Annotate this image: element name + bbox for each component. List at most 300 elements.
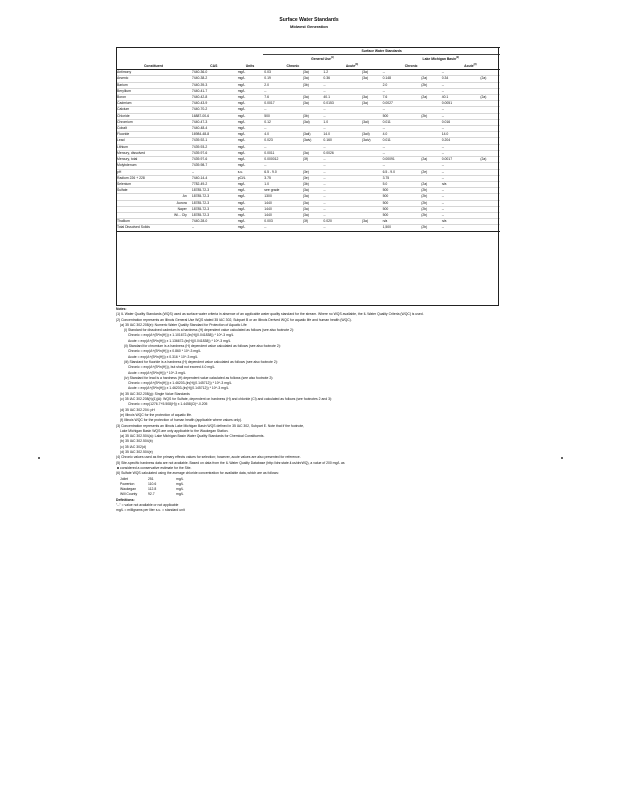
lake-acute-value: -- xyxy=(441,188,480,194)
units-cell: mg/L xyxy=(237,157,264,163)
general-chronic-value: 1300 xyxy=(263,194,302,200)
general-acute-value: -- xyxy=(322,175,361,181)
definitions-heading: Definitions: xyxy=(116,497,135,502)
general-chronic-note: (3a) xyxy=(302,95,323,101)
lake-acute-value: 0.204 xyxy=(441,138,480,144)
header-constituent xyxy=(116,55,263,63)
constituent-cell: Mercury, dissolved xyxy=(116,150,191,156)
cas-cell: 7440-36-0 xyxy=(191,70,237,76)
units-cell: s.u. xyxy=(237,169,264,175)
lake-acute-value: 14.0 xyxy=(441,132,480,138)
general-chronic-value: 0.023 xyxy=(263,138,302,144)
lake-chronic-note: (2a) xyxy=(420,181,441,187)
constituent-cell: Total Dissolved Solids xyxy=(116,225,191,231)
cas-cell: 7440-38-2 xyxy=(191,76,237,82)
general-acute-value: -- xyxy=(322,212,361,218)
lake-acute-value: 0.0051 xyxy=(441,101,480,107)
lake-acute-value: -- xyxy=(441,169,480,175)
general-acute-note xyxy=(361,225,382,231)
general-chronic-value: 1.0 xyxy=(263,181,302,187)
units-cell: mg/L xyxy=(237,107,264,113)
lake-chronic-value: 500 xyxy=(382,194,421,200)
lake-chronic-value: 6.5 - 9.0 xyxy=(382,169,421,175)
lake-chronic-note: (2b) xyxy=(420,82,441,88)
units-cell: mg/L xyxy=(237,76,264,82)
units-cell: mg/L xyxy=(237,126,264,132)
lake-chronic-value: n/a xyxy=(382,219,421,225)
units-cell: mg/L xyxy=(237,70,264,76)
general-chronic-value: 0.003 xyxy=(263,219,302,225)
general-chronic-value: 1440 xyxy=(263,212,302,218)
constituent-cell: Beryllium xyxy=(116,88,191,94)
cas-cell: 18785-72-3 xyxy=(191,194,237,200)
cas-cell: 7439-97-6 xyxy=(191,157,237,163)
general-chronic-value: 0.0017 xyxy=(263,101,302,107)
cas-cell: 7440-41-7 xyxy=(191,88,237,94)
units-cell: mg/L xyxy=(237,225,264,231)
note-line: Chronic = exp(A+(B*ln(H))), but shall not exceed 4.0 mg/L xyxy=(128,365,215,370)
definition-line: "--" = value not available or not applicable xyxy=(116,502,179,507)
note-line: Chronic = exp(A+(B*ln(H))) x 0.860 * 10^-3 mg/L xyxy=(128,349,201,354)
table-row xyxy=(116,225,500,231)
constituent-cell: Thallium xyxy=(116,219,191,225)
note-line: Acute = exp(A+(B*ln(H))) * 10^-3 mg/L xyxy=(128,370,186,375)
units-cell: mg/L xyxy=(237,181,264,187)
cas-cell: 7440-28-0 xyxy=(191,219,237,225)
lake-acute-value: -- xyxy=(441,88,480,94)
lake-acute-value: -- xyxy=(441,82,480,88)
note-line: (i) Standard for dissolved cadmium is a hardness (H) dependent value calculated as follows (see also footnote 2): xyxy=(124,328,294,333)
lake-chronic-value: 500 xyxy=(382,188,421,194)
lake-acute-note xyxy=(479,225,500,231)
general-acute-note: (3a) xyxy=(361,219,382,225)
general-acute-value: -- xyxy=(322,188,361,194)
general-acute-value: -- xyxy=(322,163,361,169)
general-acute-value: -- xyxy=(322,144,361,150)
note-line: Acute = exp(A+(B*ln(H))) x 1.46203-(ln(H)(0.145712)) * 10^-3 mg/L xyxy=(128,386,229,391)
constituent-cell: Selenium xyxy=(116,181,191,187)
note-line: (6) Sulfate WQS calculated using the average chloride concentration for available data, which are as follows: xyxy=(116,471,279,476)
general-chronic-note: (3a) xyxy=(302,200,323,206)
general-acute-value: 1.2 xyxy=(322,70,361,76)
constituent-cell: Naper xyxy=(116,206,191,212)
lake-acute-note: (2a) xyxy=(479,157,500,163)
lake-michigan-footnote: (2) xyxy=(456,56,460,59)
definition-line: mg/L = milligrams per liter s.u. = standard unit xyxy=(116,508,185,513)
cas-cell: -- xyxy=(191,225,237,231)
general-chronic-note: (3a) xyxy=(302,194,323,200)
constituent-cell: Cadmium xyxy=(116,101,191,107)
lake-chronic-value: 5.0 xyxy=(382,181,421,187)
constituent-cell: Aurora xyxy=(116,200,191,206)
document-title: Surface Water Standards xyxy=(279,17,339,23)
note-line: (e) Illinois WQC for the protection of aquatic life. xyxy=(120,412,192,417)
general-acute-note: (3a) xyxy=(361,95,382,101)
units-cell: pCi/L xyxy=(237,175,264,181)
constituent-cell: Boron xyxy=(116,95,191,101)
lake-chronic-note: (2b) xyxy=(420,225,441,231)
county-name: Powerton xyxy=(120,481,135,486)
note-line: (iii) Standard for fluoride is a hardness (H) dependent value calculated as follows (see also footnote 2): xyxy=(124,359,278,364)
cas-cell: 7440-42-8 xyxy=(191,95,237,101)
lake-acute-value: -- xyxy=(441,126,480,132)
note-line: Acute = exp(A+(B*ln(H))) x 1.136672-(ln(H)(0.041838)) * 10^-3 mg/L xyxy=(128,338,231,343)
note-line: (iv) Standard for lead is a hardness (H) dependent value calculated as follows (see also footnote 2): xyxy=(124,375,274,380)
constituent-cell: Antimony xyxy=(116,70,191,76)
county-unit: mg/L xyxy=(176,476,184,481)
county-name: Joliet xyxy=(120,476,128,481)
general-chronic-note: (3a) xyxy=(302,206,323,212)
lake-chronic-note: (2b) xyxy=(420,200,441,206)
general-chronic-value: 7.6 xyxy=(263,95,302,101)
county-chloride-list xyxy=(116,477,506,498)
county-value: 92.7 xyxy=(148,492,155,497)
lake-chronic-value: -- xyxy=(382,70,421,76)
general-chronic-value: 0.03 xyxy=(263,70,302,76)
units-cell: mg/L xyxy=(237,150,264,156)
page-mark-left xyxy=(38,457,40,459)
general-chronic-note: (3b) xyxy=(302,113,323,119)
constituent-cell: Wi... Cty xyxy=(116,212,191,218)
general-acute-value: 0.160 xyxy=(322,138,361,144)
general-acute-value: -- xyxy=(322,206,361,212)
general-chronic-value: 0.19 xyxy=(263,76,302,82)
header-lake-acute xyxy=(441,62,500,70)
general-chronic-value: -- xyxy=(263,144,302,150)
header-surface-water-standards: Surface Water Standards xyxy=(263,48,500,55)
page-mark-right xyxy=(561,457,563,459)
county-value: 110.6 xyxy=(148,481,157,486)
units-cell: mg/L xyxy=(237,82,264,88)
general-acute-note: (3aii) xyxy=(361,132,382,138)
general-chronic-note: (3e) xyxy=(302,175,323,181)
note-line: (c) 35 IAC 302(d) xyxy=(120,444,147,449)
lake-acute-note: (2a) xyxy=(479,76,500,82)
note-line: (d) 35 IAC 302.504(e) xyxy=(120,450,153,455)
general-chronic-value: -- xyxy=(263,88,302,94)
cas-cell: 7439-98-7 xyxy=(191,163,237,169)
lake-acute-footnote: (3) xyxy=(473,63,477,67)
units-cell: mg/L xyxy=(237,194,264,200)
header-spacer xyxy=(116,48,263,55)
cas-cell: 7440-39-3 xyxy=(191,82,237,88)
general-chronic-value: 3.75 xyxy=(263,175,302,181)
lake-chronic-note: (2e) xyxy=(420,169,441,175)
constituent-cell: Radium 226 + 228 xyxy=(116,175,191,181)
note-line: Acute = exp(A+(B*ln(H))) x 0.316 * 10^-3 mg/L xyxy=(128,354,198,359)
constituent-cell: Calcium xyxy=(116,107,191,113)
general-chronic-value: 0.000012 xyxy=(263,157,302,163)
general-chronic-note: (3a) xyxy=(302,70,323,76)
cas-cell: 7440-47-3 xyxy=(191,119,237,125)
constituent-cell: Sulfate xyxy=(116,188,191,194)
note-line: (5) Site-specific hardness data are not available. Based on data from the IL Water Quality Database (http://dnr.state.il.us/dnrWQ), a value of 200 mg/L as xyxy=(116,460,345,465)
lake-chronic-value: -- xyxy=(382,144,421,150)
lake-chronic-note: (2a) xyxy=(420,76,441,82)
lake-chronic-note: (2a) xyxy=(420,157,441,163)
constituent-cell: An xyxy=(116,194,191,200)
note-line: Lake Michigan Basin WQS are only applicable to the Waukegan Station. xyxy=(120,428,229,433)
note-line: (3) Concentration represents an Illinois Lake Michigan Basin WQS defined in 35 IAC 302, Subpart E. Note that if the footnote, xyxy=(116,423,305,428)
units-cell: mg/L xyxy=(237,206,264,212)
general-chronic-value: 2.0 xyxy=(263,82,302,88)
general-acute-value: 1.0 xyxy=(322,119,361,125)
general-chronic-note: (3ai) xyxy=(302,119,323,125)
general-acute-value: -- xyxy=(322,169,361,175)
lake-acute-value: -- xyxy=(441,163,480,169)
general-chronic-value: -- xyxy=(263,163,302,169)
general-chronic-note: (3a) xyxy=(302,212,323,218)
header-cas: CAS xyxy=(191,62,237,70)
standards-table xyxy=(116,47,500,232)
general-chronic-value: -- xyxy=(263,107,302,113)
lake-chronic-value: -- xyxy=(382,107,421,113)
units-cell: mg/L xyxy=(237,188,264,194)
general-chronic-note: (3a) xyxy=(302,188,323,194)
lake-chronic-note: (2b) xyxy=(420,113,441,119)
notes-section xyxy=(116,307,506,514)
table-row xyxy=(116,212,500,218)
lake-acute-value: 0.0017 xyxy=(441,157,480,163)
lake-acute-value: -- xyxy=(441,200,480,206)
cas-cell: 7782-49-2 xyxy=(191,181,237,187)
lake-chronic-value: 0.0027 xyxy=(382,101,421,107)
constituent-cell: Chloride xyxy=(116,113,191,119)
cas-cell: 7440-48-4 xyxy=(191,126,237,132)
general-use-label: General Use xyxy=(311,57,331,62)
constituent-cell: Arsenic xyxy=(116,76,191,82)
cas-cell: -- xyxy=(191,169,237,175)
lake-chronic-value: -- xyxy=(382,163,421,169)
general-acute-value: -- xyxy=(322,107,361,113)
general-chronic-note: (3f) xyxy=(302,219,323,225)
lake-chronic-note: (2b) xyxy=(420,212,441,218)
header-general-acute xyxy=(322,62,381,70)
header-units: Units xyxy=(237,62,264,70)
general-chronic-value: 500 xyxy=(263,113,302,119)
general-acute-value: 0.36 xyxy=(322,76,361,82)
note-line: (a) 35 IAC 302.504(a): Lake Michigan Basin Water Quality Standards for Chemical Constituents. xyxy=(120,434,265,439)
general-acute-label: Acute xyxy=(345,64,356,69)
lake-chronic-value: 500 xyxy=(382,113,421,119)
lake-acute-value: 40.1 xyxy=(441,95,480,101)
general-acute-value: 40.1 xyxy=(322,95,361,101)
lake-acute-label: Acute xyxy=(464,64,474,69)
header-lake-chronic: Chronic xyxy=(382,62,441,70)
units-cell: mg/L xyxy=(237,212,264,218)
units-cell: mg/L xyxy=(237,200,264,206)
cas-cell: 7439-92-1 xyxy=(191,138,237,144)
lake-chronic-value: 0.148 xyxy=(382,76,421,82)
general-chronic-note: (3a) xyxy=(302,150,323,156)
constituent-cell: pH xyxy=(116,169,191,175)
lake-chronic-value: 4.0 xyxy=(382,132,421,138)
table-body xyxy=(116,70,500,231)
general-chronic-note: (3a) xyxy=(302,76,323,82)
general-acute-value: 0.0153 xyxy=(322,101,361,107)
units-cell: mg/L xyxy=(237,113,264,119)
cas-cell: 18785-72-3 xyxy=(191,200,237,206)
general-chronic-note: (3b) xyxy=(302,181,323,187)
cas-cell: 7440-43-9 xyxy=(191,101,237,107)
cas-cell: 18785-72-3 xyxy=(191,212,237,218)
cas-cell: 7440-14-4 xyxy=(191,175,237,181)
general-acute-value: -- xyxy=(322,181,361,187)
constituent-cell: Fluoride xyxy=(116,132,191,138)
cas-cell: 16984-48-8 xyxy=(191,132,237,138)
note-line: (4) Chronic values used as the primary effects values for selection; however, acute values are also presented for reference. xyxy=(116,455,301,460)
general-acute-value: -- xyxy=(322,88,361,94)
general-acute-note: (3a) xyxy=(361,101,382,107)
general-use-footnote: (1) xyxy=(330,56,334,59)
note-line: Chronic = exp(1276.7+5.508(H)) x 1.4458(Cl)^-0.205 xyxy=(128,402,208,407)
general-acute-value: 14.0 xyxy=(322,132,361,138)
general-chronic-value: -- xyxy=(263,225,302,231)
lake-chronic-value: -- xyxy=(382,150,421,156)
units-cell: mg/L xyxy=(237,219,264,225)
lake-chronic-note: (2b) xyxy=(420,206,441,212)
general-acute-note: (3a) xyxy=(361,76,382,82)
note-line: (f) Illinois WQC for the protection of human health (applicable where values only). xyxy=(120,418,242,423)
units-cell: mg/L xyxy=(237,132,264,138)
general-acute-value: -- xyxy=(322,126,361,132)
lake-acute-value: 0.34 xyxy=(441,76,480,82)
lake-acute-value: -- xyxy=(441,113,480,119)
note-line: (b) 35 IAC 302.208(g): Single Value Standards xyxy=(120,391,190,396)
lake-acute-value: -- xyxy=(441,206,480,212)
header-general-use xyxy=(263,55,381,63)
lake-acute-value: -- xyxy=(441,70,480,76)
page-mark-bottom xyxy=(117,467,119,469)
general-chronic-value: 4.0 xyxy=(263,132,302,138)
units-cell: mg/L xyxy=(237,163,264,169)
general-acute-value: 0.0026 xyxy=(322,150,361,156)
cas-cell: 7440-70-2 xyxy=(191,107,237,113)
constituent-cell: Lithium xyxy=(116,144,191,150)
lake-acute-note: (2a) xyxy=(479,95,500,101)
header-general-chronic: Chronic xyxy=(263,62,322,70)
lake-chronic-note: (2a) xyxy=(420,95,441,101)
general-acute-value: 0.020 xyxy=(322,219,361,225)
general-chronic-value: 0.0011 xyxy=(263,150,302,156)
lake-chronic-value: 500 xyxy=(382,200,421,206)
general-acute-note: (3aiv) xyxy=(361,138,382,144)
general-chronic-note xyxy=(302,225,323,231)
general-acute-value: -- xyxy=(322,113,361,119)
lake-chronic-value: 7.6 xyxy=(382,95,421,101)
constituent-cell: Cobalt xyxy=(116,126,191,132)
lake-chronic-value: 500 xyxy=(382,212,421,218)
units-cell: mg/L xyxy=(237,144,264,150)
constituent-cell: Chromium xyxy=(116,119,191,125)
cas-cell: 18785-72-3 xyxy=(191,206,237,212)
cas-cell: 7439-93-2 xyxy=(191,144,237,150)
note-line: (1) IL Water Quality Standards (WQS) used as surface water criteria in absence of an applicable water quality standard for the stream. Where no WQS available, the IL Water Quality Criteria (WQC) is used. xyxy=(116,312,424,317)
general-chronic-value: see grade xyxy=(263,188,302,194)
general-chronic-value: -- xyxy=(263,126,302,132)
county-unit: mg/L xyxy=(176,487,184,492)
general-acute-value: -- xyxy=(322,200,361,206)
document-subtitle: Midwest Generation xyxy=(289,24,328,29)
lake-acute-value: 0.016 xyxy=(441,119,480,125)
lake-acute-value: -- xyxy=(441,144,480,150)
county-name: Will County xyxy=(120,492,138,497)
header-constituent-label: Constituent xyxy=(116,62,191,70)
general-acute-value: -- xyxy=(322,157,361,163)
lake-acute-value: -- xyxy=(441,225,480,231)
lake-acute-value: -- xyxy=(441,107,480,113)
general-chronic-note: (3f) xyxy=(302,157,323,163)
county-value: 251 xyxy=(148,476,154,481)
notes-lines xyxy=(116,312,506,476)
general-chronic-note: (3aii) xyxy=(302,132,323,138)
general-acute-value: -- xyxy=(322,225,361,231)
lake-acute-value: -- xyxy=(441,212,480,218)
lake-chronic-value: -- xyxy=(382,126,421,132)
lake-chronic-value: 2.0 xyxy=(382,82,421,88)
general-chronic-value: 0.12 xyxy=(263,119,302,125)
lake-acute-value: -- xyxy=(441,194,480,200)
general-chronic-note: (3aiv) xyxy=(302,138,323,144)
note-line: (b) 35 IAC 302.504(b) xyxy=(120,439,153,444)
general-chronic-value: 1440 xyxy=(263,200,302,206)
units-cell: mg/L xyxy=(237,95,264,101)
general-chronic-note: (3e) xyxy=(302,169,323,175)
general-acute-note: (3ai) xyxy=(361,119,382,125)
lake-acute-value: -- xyxy=(441,175,480,181)
general-chronic-value: 6.5 - 9.0 xyxy=(263,169,302,175)
notes-heading: Notes: xyxy=(116,307,127,311)
lake-acute-value: n/a xyxy=(441,181,480,187)
constituent-cell: Lead xyxy=(116,138,191,144)
note-line: (ii) Standard for chromium is a hardness (H) dependent value calculated as follows (see also footnote 2): xyxy=(124,344,281,349)
general-chronic-value: 1440 xyxy=(263,206,302,212)
lake-chronic-value: 1,500 xyxy=(382,225,421,231)
units-cell: mg/L xyxy=(237,101,264,107)
constituent-cell: Molybdenum xyxy=(116,163,191,169)
constituent-cell: Barium xyxy=(116,82,191,88)
units-cell: mg/L xyxy=(237,88,264,94)
cas-cell: 16887-00-6 xyxy=(191,113,237,119)
general-acute-footnote: (3) xyxy=(355,63,359,67)
lake-michigan-label: Lake Michigan Basin xyxy=(422,57,457,62)
general-acute-value: -- xyxy=(322,194,361,200)
general-chronic-note: (3b) xyxy=(302,82,323,88)
note-line: considered a conservative estimate for the Site. xyxy=(120,465,192,470)
lake-chronic-note: (2b) xyxy=(420,188,441,194)
county-value: 112.8 xyxy=(148,487,157,492)
constituent-cell: Mercury, total xyxy=(116,157,191,163)
lake-acute-value: n/a xyxy=(441,219,480,225)
cas-cell: 7439-97-6 xyxy=(191,150,237,156)
general-chronic-note: (3a) xyxy=(302,101,323,107)
units-cell: mg/L xyxy=(237,138,264,144)
lake-acute-value: -- xyxy=(441,150,480,156)
lake-chronic-value: 0.00091 xyxy=(382,157,421,163)
lake-chronic-value: 500 xyxy=(382,206,421,212)
header-lake-michigan xyxy=(382,55,500,63)
general-acute-note: (3a) xyxy=(361,70,382,76)
county-unit: mg/L xyxy=(176,492,184,497)
definitions-list xyxy=(116,503,506,514)
note-line: Chronic = exp(A+(B*ln(H))) x 1.101672-(ln(H)(0.041838)) * 10^-3 mg/L xyxy=(128,333,234,338)
lake-chronic-note: (2b) xyxy=(420,194,441,200)
lake-chronic-value: 0.011 xyxy=(382,138,421,144)
note-line: (c) 35 IAC 302.208(h)(1)(A): WQS for Sulfate, dependent on hardness (H) and chloride (Cl) and calculated as follows (see footnotes 2 and 3): xyxy=(120,397,333,402)
general-acute-value: -- xyxy=(322,82,361,88)
note-line: (d) 35 IAC 302.204: pH xyxy=(120,407,155,412)
lake-chronic-value: -- xyxy=(382,88,421,94)
